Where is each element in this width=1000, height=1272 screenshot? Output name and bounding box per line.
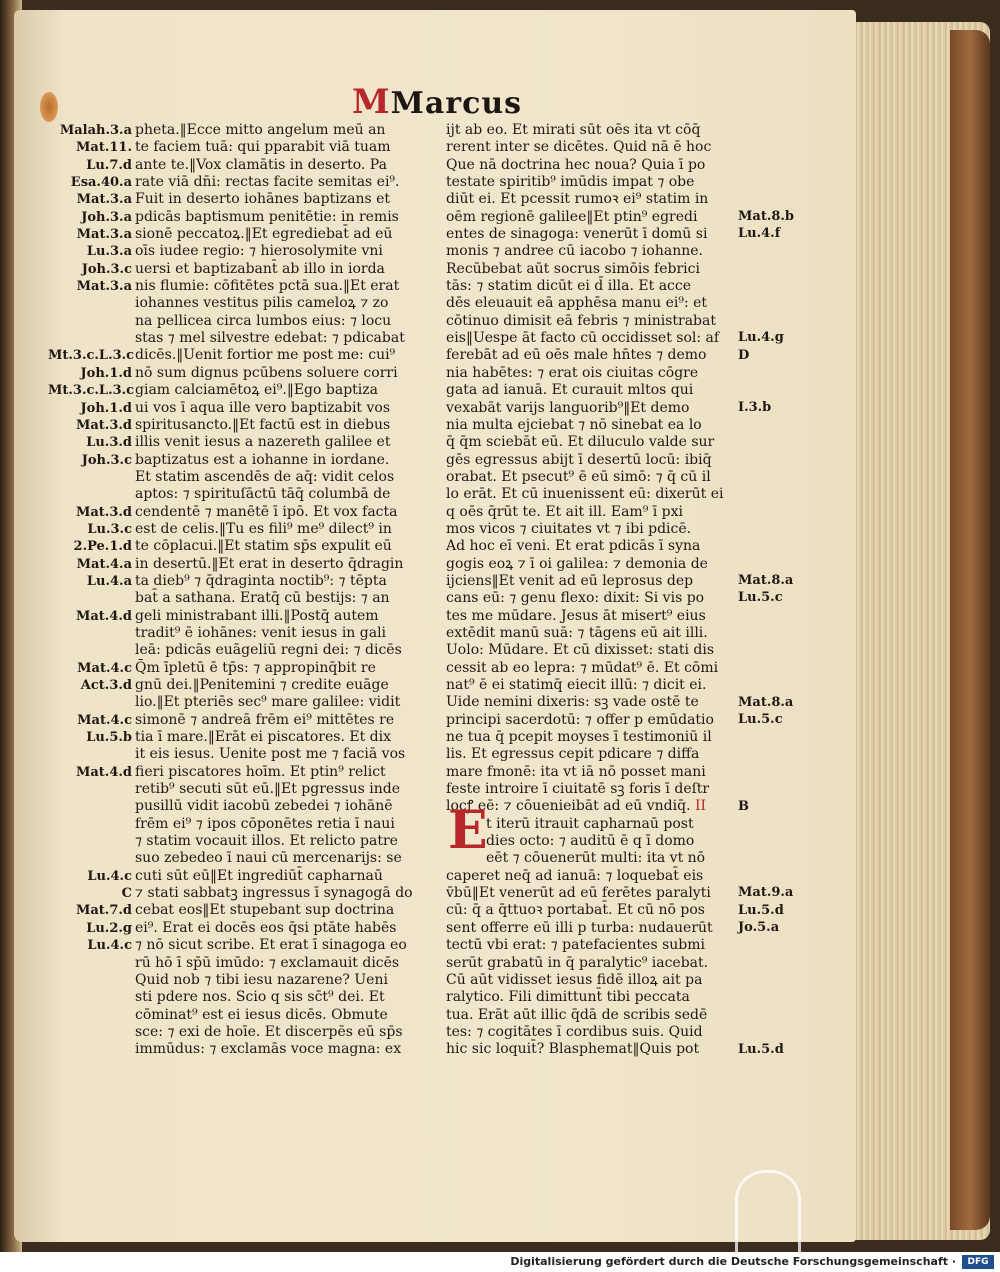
margin-reference: Mat.4.c	[77, 712, 132, 728]
text-line: tua. Erāt aūt illic q̄dā de scribis sedē	[446, 1006, 708, 1023]
margin-reference	[48, 1059, 132, 1076]
text-line: est de celis.‖Tu es fili⁹ me⁹ dilect⁹ in	[135, 520, 392, 537]
margin-reference	[48, 833, 132, 850]
margin-reference: Mat.11.	[76, 140, 132, 156]
text-line: bat̄ a sathana. Eratq̄ cū bestijs: ⁊ an	[135, 590, 390, 607]
text-line: ijt ab eo. Et mirati sūt oēs ita vt cōq̄	[446, 122, 701, 138]
text-line: ⁊ stati sabbatꝫ ingressus ī synagogā do	[135, 885, 413, 902]
margin-reference	[48, 625, 132, 642]
margin-reference	[48, 642, 132, 659]
text-line: pheta.‖Ecce mitto angelum meū an	[135, 122, 386, 138]
text-line: spiritusancto.‖Et factū est in diebus	[135, 416, 391, 433]
margin-reference: Mat.7.d	[75, 903, 132, 919]
margin-reference: Joh.3.c	[81, 452, 132, 468]
drop-cap-initial: E	[448, 800, 488, 861]
margin-reference: Lu.4.g	[738, 330, 784, 346]
text-line: illis venit iesus a nazereth galilee et	[135, 434, 391, 451]
text-line: ante te.‖Vox clamātis in deserto. Pa	[135, 156, 387, 173]
text-line: sionē peccatoꝝ.‖Et egrediebat̄ ad eū	[135, 226, 393, 243]
text-line: cebat eos‖Et stupebant sup doctrina	[135, 902, 395, 919]
text-line: rerent inter se dicētes. Quid nā ē hoc	[446, 139, 712, 156]
text-line: nat⁹ ē ei statimq̄ eiecit illū: ⁊ dicit ei.	[446, 677, 707, 693]
text-line: Quid nob ⁊ tibi iesu nazarene? Ueni	[135, 971, 388, 988]
header-title: Marcus	[390, 86, 523, 121]
margin-reference	[48, 1041, 132, 1058]
text-line: Uide nemini dixeris: sꝫ vade ostē te	[446, 694, 699, 711]
margin-reference: Lu.2.g	[86, 920, 132, 936]
margin-reference	[48, 798, 132, 815]
text-line: Que nā doctrina hec noua? Quia ī po	[446, 156, 706, 173]
text-line: cuti sūt eū‖Et ingrediūt̄ capharnaū	[135, 867, 383, 884]
text-line: na pellicea circa lumbos eius: ⁊ locu	[135, 312, 392, 329]
margin-reference: Joh.1.d	[80, 365, 132, 381]
margin-reference: Mat.3.d	[75, 417, 132, 433]
margin-reference: Mat.3.a	[76, 192, 132, 208]
text-line: eēt ⁊ cōuenerūt multi: ita vt nō	[486, 850, 706, 867]
margin-reference: Lu.5.c	[738, 711, 783, 727]
margin-reference	[48, 972, 132, 989]
text-line: ferebāt ad eū oēs male hn̄tes ⁊ demo	[446, 347, 707, 364]
text-line: Ad hoc eī veni. Et erat pdicās ī syna	[446, 538, 701, 555]
section-mark: II	[690, 798, 707, 815]
margin-reference	[48, 469, 132, 486]
text-line: v̄bū‖Et venerūt ad eū ferētes paralyti	[446, 885, 711, 902]
margin-reference: Lu.3.a	[86, 244, 132, 260]
margin-reference	[48, 486, 132, 503]
text-line: cans eū: ⁊ genu flexo: dixit: Si vis po	[446, 590, 705, 607]
margin-reference: Mat.4.a	[76, 556, 132, 572]
margin-reference	[48, 694, 132, 711]
margin-reference: Lu.3.c	[87, 521, 132, 537]
right-text-column	[446, 122, 734, 1059]
text-line: eis‖Uespe āt facto cū occidisset sol: af	[446, 330, 720, 347]
left-text-column	[135, 122, 427, 1059]
text-line: pdicās baptismum penitētie: in remis	[135, 208, 399, 225]
margin-reference: I.3.b	[738, 399, 772, 415]
text-line: cōtinuo dimisit eā febris ⁊ ministrabat	[446, 312, 716, 329]
margin-reference: Lu.4.f	[738, 226, 781, 242]
text-line: tās: ⁊ statim dicūt ei d̄ illa. Et acce	[446, 278, 692, 295]
text-line: rū hō ī sp̄ū imūdo: ⁊ exclamauit dicēs	[135, 954, 400, 971]
text-line: principi sacerdotū: ⁊ offer p emūdatio	[446, 711, 714, 728]
text-line: tectū vbi erat: ⁊ patefacientes submi	[446, 937, 705, 954]
text-line: serūt grabatū in q̄ paralytic⁹ iacebat.	[446, 954, 709, 971]
text-line: Q̄m īpletū ē tp̄s: ⁊ appropinq̄bit re	[135, 659, 376, 676]
text-line: dēs eleuauit eā apphēsa manu ei⁹: et	[446, 295, 708, 312]
text-line: feste introire ī ciuitatē sꝫ foris ī deſtr	[446, 781, 710, 798]
text-line: dicēs.‖Uenit fortior me post me: cui⁹	[135, 347, 396, 364]
margin-reference	[48, 746, 132, 763]
text-line: testate spiritib⁹ imūdis impat ⁊ obe	[446, 174, 695, 191]
text-line: aptos: ⁊ spirituſāctū tāq̄ columbā de	[135, 486, 391, 503]
text-line: vexabāt varijs languorib⁹‖Et demo	[446, 399, 690, 416]
page-stain	[40, 92, 58, 122]
margin-reference: Lu.5.c	[738, 590, 783, 606]
margin-reference: Mat.8.a	[738, 573, 794, 589]
margin-reference: D	[738, 347, 750, 363]
text-line: gata ad ianuā. Et curauit mltos qui	[446, 382, 694, 399]
text-line: Fuit in deserto iohānes baptizans et	[135, 191, 391, 208]
margin-reference: Mat.9.a	[738, 885, 794, 901]
margin-reference: B	[738, 798, 749, 814]
text-line: immūdus: ⁊ exclamās voce magna: ex	[135, 1041, 402, 1058]
margin-reference: Lu.4.c	[87, 938, 132, 954]
text-line: diūt ei. Et pcessit rumoꝛ ei⁹ statim in	[446, 191, 709, 208]
text-line: suo zebedeo ī naui cū mercenarijs: se	[135, 850, 402, 867]
text-line: oēm regionē galilee‖Et ptin⁹ egredi	[446, 208, 698, 225]
text-line: Uolo: Mūdare. Et cū dixisset: stati dis	[446, 642, 715, 659]
text-line: simonē ⁊ andreā frēm ei⁹ mittētes re	[135, 711, 395, 728]
text-line: oīs iudee regio: ⁊ hierosolymite vni	[135, 243, 383, 260]
text-line: hic sic loquit̄? Blasphemat‖Quis pot	[446, 1041, 700, 1058]
text-line: nia habētes: ⁊ erat ois ciuitas cōgre	[446, 364, 699, 381]
text-line: leā: pdicās euāgeliū regni dei: ⁊ dicēs	[135, 642, 402, 659]
margin-reference: Jo.5.a	[738, 920, 780, 936]
text-line: Et statim ascendēs de aq̄: vidit celos	[135, 468, 395, 485]
text-line: q̄ q̄m sciebāt eū. Et diluculo valde sur	[446, 434, 715, 451]
margin-reference: Mat.3.a	[76, 279, 132, 295]
margin-reference: Mt.3.c.L.3.c	[48, 348, 135, 364]
text-line: te faciem tuā: qui pparabit viā tuam	[135, 139, 391, 156]
text-line: frēm ei⁹ ⁊ ipos cōponētes retia ī naui	[135, 815, 395, 832]
text-line: lio.‖Et pteriēs sec⁹ mare galilee: vidit	[135, 694, 401, 711]
text-line: te cōplacui.‖Et statim sp̄s expulit eū	[135, 538, 392, 555]
text-line: stas ⁊ mel silvestre edebat: ⁊ pdicabat	[135, 330, 405, 347]
text-line: tes: ⁊ cogitātes ī cordibus suis. Quid	[446, 1023, 703, 1040]
text-line: cōminat⁹ est ei iesus dicēs. Obmute	[135, 1006, 388, 1023]
margin-reference: Act.3.d	[80, 678, 132, 693]
margin-reference: Mat.4.c	[77, 660, 132, 676]
text-line: ralytico. Fili dimittunt̄ tibi peccata	[446, 989, 690, 1006]
text-line: gēs egressus abijt ī desertū locū: ibiq̄	[446, 451, 712, 468]
text-line: locꝭ eē: ⁊ cōuenieibāt ad eū vndiq̄. II	[446, 798, 707, 815]
margin-reference: Mt.3.c.L.3.c	[48, 383, 135, 399]
text-line: caperet neq̄ ad ianuā: ⁊ loquebat̄ eis	[446, 867, 704, 884]
margin-reference: C	[121, 886, 132, 902]
text-line: lo erāt. Et cū inuenissent eū: dixerūt ei	[446, 486, 724, 503]
margin-reference	[48, 295, 132, 312]
footer-bar	[0, 1252, 1000, 1272]
text-line: ne tua q̄ pcepit moyses ī testimoniū il	[446, 729, 712, 746]
text-line: uersi et baptizabant̄ ab illo in iorda	[135, 260, 385, 277]
text-line: giam calciamētoꝝ ei⁹.‖Ego baptiza	[135, 382, 378, 399]
text-line: Cū aūt vidisset iesus fidē illoꝝ ait pa	[446, 971, 703, 988]
text-line: fieri piscatores hoīm. Et ptin⁹ relict	[135, 763, 386, 780]
text-line: in desertū.‖Et erat in deserto q̄dragin	[135, 555, 404, 572]
text-line: pusillū vidit iacobū zebedei ⁊ iohānē	[135, 798, 393, 815]
margin-reference: Lu.7.d	[86, 157, 132, 173]
funding-credit: Digitalisierung gefördert durch die Deutsche Forschungsgemeinschaft ·	[510, 1255, 956, 1268]
text-line: monis ⁊ andree cū iacobo ⁊ iohanne.	[446, 243, 703, 260]
margin-reference: Joh.3.a	[81, 209, 132, 225]
margin-reference: Lu.4.c	[87, 868, 132, 884]
margin-reference: Lu.3.d	[86, 435, 132, 451]
book-stand	[735, 1170, 801, 1252]
margin-reference: 2.Pe.1.d	[73, 539, 132, 555]
text-line: nis flumie: cōfitētes pctā sua.‖Et erat	[135, 278, 400, 295]
text-line: entes de sinagoga: venerūt ī domū si	[446, 226, 708, 243]
margin-reference: Mat.3.a	[76, 227, 132, 243]
text-line: orabat. Et psecut⁹ ē eū simō: ⁊ q̄ cū il	[446, 468, 711, 485]
text-line: q oēs q̄rūt te. Et ait ill. Eam⁹ ī pxi	[446, 503, 684, 520]
text-line: retib⁹ secuti sūt eū.‖Et pgressus inde	[135, 781, 400, 798]
text-line: extēdit manū suā: ⁊ tāgens eū ait illi.	[446, 624, 708, 641]
text-line: tradit⁹ ē iohānes: venit iesus in gali	[135, 624, 387, 641]
dfg-logo: DFG	[962, 1255, 994, 1269]
text-line: sti pdere nos. Scio q sis sc̄t⁹ dei. Et	[135, 989, 385, 1006]
text-line: ⁊ statim vocauit illos. Et relicto patre	[135, 833, 398, 850]
margin-reference: Mat.8.a	[738, 694, 794, 710]
text-line: ⁊ nō sicut scribe. Et erat ī sinagoga eo	[135, 937, 407, 954]
margin-reference	[48, 989, 132, 1006]
text-line: cessit ab eo lepra: ⁊ mūdat⁹ ē. Et cōmi	[446, 659, 719, 676]
margin-reference	[48, 590, 132, 607]
margin-reference: Lu.5.d	[738, 902, 784, 918]
text-line: baptizatus est a iohanne in iordane.	[135, 451, 390, 468]
margin-reference: Lu.5.d	[738, 1041, 784, 1057]
margin-reference	[48, 850, 132, 867]
text-line: Recūbebat aūt socrus simōis febrici	[446, 260, 700, 277]
margin-reference	[48, 1024, 132, 1041]
margin-reference	[48, 781, 132, 798]
margin-reference	[48, 816, 132, 833]
text-line: sent offerre eū illi p turba: nudauerūt	[446, 919, 713, 936]
text-line: nō sum dignus pcūbens soluere corri	[135, 364, 398, 381]
margin-reference: Lu.4.a	[86, 573, 132, 589]
text-line: t iterū itrauit capharnaū post	[486, 815, 694, 832]
margin-reference: Malah.3.a	[59, 123, 132, 138]
text-line: ui vos ī aqua ille vero baptizabit vos	[135, 399, 391, 416]
margin-reference	[48, 313, 132, 330]
text-line: gogis eoꝝ ⁊ ī oi galilea: ⁊ demonia de	[446, 555, 708, 572]
text-line: ijciens‖Et venit ad eū leprosus dep	[446, 572, 694, 589]
text-line: nia multa ejciebat ⁊ nō sinebat ea lo	[446, 416, 702, 433]
text-line: dies octo: ⁊ auditū ē q ī domo	[486, 833, 695, 850]
text-line: ta dieb⁹ ⁊ q̄draginta noctib⁹: ⁊ tēpta	[135, 572, 387, 589]
text-line: mos vicos ⁊ ciuitates vt ⁊ ibi pdicē.	[446, 520, 692, 537]
margin-reference	[48, 1007, 132, 1024]
margin-reference	[48, 955, 132, 972]
text-line: gnū dei.‖Penitemini ⁊ credite euāge	[135, 677, 389, 693]
margin-reference: Mat.8.b	[738, 208, 795, 224]
text-line: mare fmonē: ita vt iā nō posset mani	[446, 763, 706, 780]
margin-reference: Mat.4.d	[75, 764, 132, 780]
book-cover-edge	[950, 30, 990, 1230]
margin-reference: Lu.5.b	[86, 730, 132, 746]
text-line: it eis iesus. Uenite post me ⁊ faciā vos	[135, 746, 406, 763]
margin-reference: Joh.3.c	[81, 261, 132, 277]
text-line: cū: q̄ a q̄ttuoꝛ portabat̄. Et cū nō pos	[446, 902, 705, 919]
header-initial: M	[352, 82, 391, 122]
margin-reference	[48, 330, 132, 347]
text-line: cendentē ⁊ manētē ī ipō. Et vox facta	[135, 503, 398, 520]
left-margin-references	[48, 122, 135, 1076]
margin-reference: Joh.1.d	[80, 400, 132, 416]
margin-reference: Mat.4.d	[75, 608, 132, 624]
text-line: tes me mūdare. Jesus āt misert⁹ eius	[446, 607, 706, 624]
text-line: iohannes vestitus pilis cameloꝝ ⁊ zo	[135, 295, 389, 312]
text-line: sce: ⁊ exi de hoīe. Et discerpēs eū sp̄s	[135, 1023, 403, 1040]
text-line: rate viā dn̄i: rectas facite semitas ei⁹.	[135, 174, 400, 191]
margin-reference: Mat.3.d	[75, 504, 132, 520]
page-header	[352, 82, 522, 122]
margin-reference: Esa.40.a	[70, 175, 132, 191]
text-line: tia ī mare.‖Erāt ei piscatores. Et dix	[135, 729, 391, 746]
text-line: ei⁹. Erat ei docēs eos q̄si ptāte habēs	[135, 919, 397, 936]
text-line: geli ministrabant illi.‖Postq̄ autem	[135, 607, 379, 624]
text-line: lis. Et egressus cepit pdicare ⁊ diffa	[446, 746, 700, 763]
